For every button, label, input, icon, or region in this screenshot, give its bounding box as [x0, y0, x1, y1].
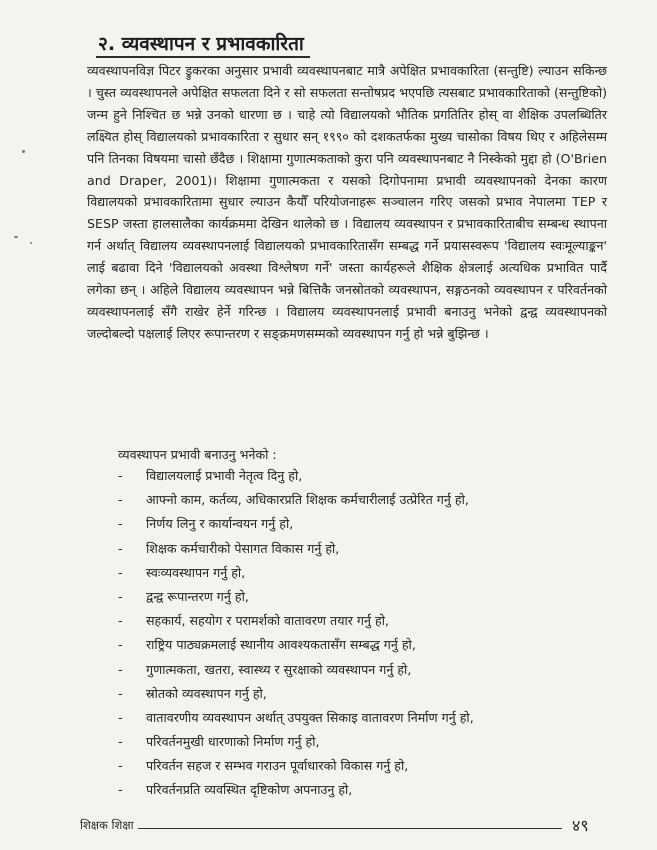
- list-item-text: वातावरणीय व्यवस्थापन अर्थात् उपयुक्त सिकाइ वातावरण निर्माण गर्नु हो,: [146, 709, 474, 725]
- bullet-marker: -: [118, 468, 123, 483]
- footer-rule: [138, 828, 562, 829]
- list-item-text: स्वःव्यवस्थापन गर्नु हो,: [146, 564, 246, 580]
- list-item-text: स्रोतको व्यवस्थापन गर्नु हो,: [146, 685, 267, 701]
- list-item-text: शिक्षक कर्मचारीको पेसागत विकास गर्नु हो,: [146, 540, 340, 556]
- list-item-text: आफ्नो काम, कर्तव्य, अधिकारप्रति शिक्षक कर्मचारीलाई उत्प्रेरित गर्नु हो,: [146, 492, 469, 508]
- list-item-text: परिवर्तनमुखी धारणाको निर्माण गर्नु हो,: [146, 734, 320, 750]
- bullet-marker: -: [118, 709, 123, 725]
- list-item-text: विद्यालयलाई प्रभावी नेतृत्व दिनु हो,: [146, 468, 303, 483]
- bullet-marker: -: [118, 564, 123, 580]
- list-item: [118, 464, 618, 488]
- bullet-marker: -: [118, 613, 123, 629]
- bullet-marker: -: [118, 588, 123, 604]
- list-item: [118, 658, 618, 682]
- list-item: [118, 512, 618, 536]
- bullet-marker: -: [118, 516, 123, 532]
- list-item: [118, 778, 618, 802]
- list-item-text: निर्णय लिनु र कार्यान्वयन गर्नु हो,: [146, 516, 294, 532]
- page-number: ४९: [572, 816, 589, 835]
- bullet-marker: -: [118, 734, 123, 750]
- list-item-text: परिवर्तनप्रति व्यवस्थित दृष्टिकोण अपनाउनु हो,: [146, 782, 353, 798]
- bullet-marker: -: [118, 637, 123, 653]
- list-item: [118, 633, 618, 657]
- scan-speck: [30, 242, 32, 244]
- footer-book-title: शिक्षक शिक्षा: [80, 818, 134, 832]
- list-item: [118, 706, 618, 730]
- scan-speck: [14, 236, 18, 238]
- body-paragraph: व्यवस्थापनविज्ञ पिटर ड्रुकरका अनुसार प्रभावी व्यवस्थापनबाट मात्रै अपेक्षित प्रभावकारिता (सन्तुष्टि) ल्याउन सकिन्छ । चुस्त व्यवस्थापनले अपेक्षित सफलता दिने र सो सफलता सन्तोषप्रद भएपछि त्यसबाट प्रभावकारिताको (सन्तुष्टिको) जन्म हुने निश्चित छ भन्ने उनको धारणा छ । चाहे त्यो विद्यालयको भौतिक प्रगतितिर होस् वा शैक्षिक उपलब्धितिर लक्ष्यित होस् विद्यालयको प्रभावकारिता र सुधार सन् १९९० को दशकतर्फका मुख्य चासोका विषय थिए र अहिलेसम्म पनि तिनका विषयमा चासो छँदैछ । शिक्षामा गुणात्मकताको कुरा पनि व्यवस्थापनबाट नै निस्केको मुद्दा हो (O'Brien and Draper, 2001)। शिक्षामा गुणात्मकता र यसको दिगोपनामा प्रभावी व्यवस्थापनको देनका कारण विद्यालयको प्रभावकारितामा सुधार ल्याउन कैयौँ परियोजनाहरू सञ्चालन गरिए जसको प्रभाव नेपालमा TEP र SESP जस्ता हालसालैका कार्यक्रममा देखिन थालेको छ । विद्यालय व्यवस्थापन र प्रभावकारिताबीच सम्बन्ध स्थापना गर्न अर्थात् विद्यालय व्यवस्थापनलाई विद्यालयको प्रभावकारितासँग सम्बद्ध गर्ने प्रयासस्वरूप 'विद्यालय स्वःमूल्याङ्कन' लाई बढावा दिने 'विद्यालयको अवस्था विश्लेषण गर्ने' जस्ता कार्यहरूले शैक्षिक क्षेत्रलाई अत्यधिक प्रभावित पार्दै लगेका छन् । अहिले विद्यालय व्यवस्थापन भन्ने बित्तिकै जनस्रोतको व्यवस्थापन, सङ्गठनको व्यवस्थापन र परिवर्तनको व्यवस्थापनलाई सँगै राखेर हेर्ने गरिन्छ । विद्यालय व्यवस्थापनलाई प्रभावी बनाउनु भनेको द्वन्द्व व्यवस्थापनको जल्दोबल्दो पक्षलाई लिएर रूपान्तरण र सङ्क्रमणसम्मको व्यवस्थापन गर्नु हो भन्ने बुझिन्छ ।: [87, 63, 607, 341]
- list-item-text: परिवर्तन सहज र सम्भव गराउन पूर्वाधारको विकास गर्नु हो,: [146, 758, 409, 774]
- bullet-marker: -: [118, 758, 123, 774]
- bullet-marker: -: [118, 782, 123, 798]
- scan-speck: [22, 150, 25, 153]
- list-item: [118, 561, 618, 585]
- list-item: [118, 754, 618, 778]
- list-item-text: राष्ट्रिय पाठ्यक्रमलाई स्थानीय आवश्यकतासँग सम्बद्ध गर्नु हो,: [146, 637, 416, 653]
- list-item-text: गुणात्मकता, खतरा, स्वास्थ्य र सुरक्षाको व्यवस्थापन गर्नु हो,: [146, 661, 412, 677]
- heading-underline: [96, 56, 310, 58]
- list-item: [118, 488, 618, 512]
- bullet-marker: -: [118, 661, 123, 677]
- list-intro: व्यवस्थापन प्रभावी बनाउनु भनेको :: [118, 447, 277, 462]
- list-item: [118, 609, 618, 633]
- bullet-marker: -: [118, 492, 123, 508]
- list-item: [118, 730, 618, 754]
- list-item: [118, 682, 618, 706]
- list-item-text: सहकार्य, सहयोग र परामर्शको वातावरण तयार गर्नु हो,: [146, 613, 389, 629]
- list-item: [118, 585, 618, 609]
- list-item-text: द्वन्द्व रूपान्तरण गर्नु हो,: [146, 588, 249, 604]
- bullet-marker: -: [118, 540, 123, 556]
- bullet-marker: -: [118, 685, 123, 701]
- list-item: [118, 537, 618, 561]
- section-heading: २. व्यवस्थापन र प्रभावकारिता: [98, 33, 304, 55]
- bullet-list: [118, 464, 618, 803]
